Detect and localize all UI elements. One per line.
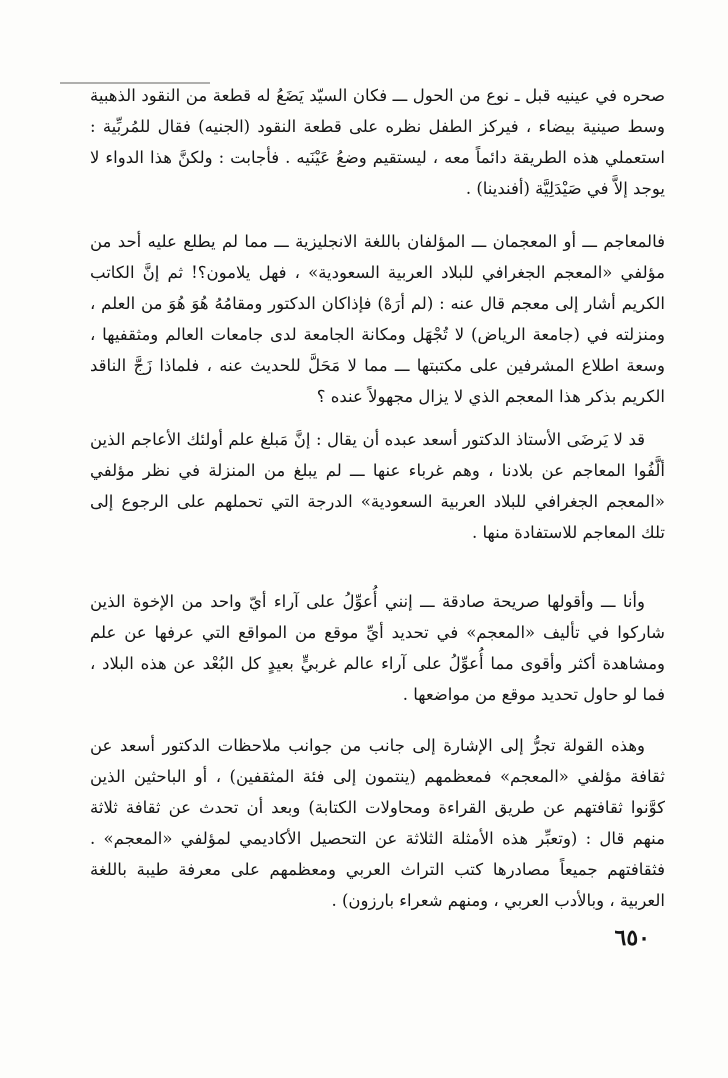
paragraph-4: وأنا ـــ وأقولها صريحة صادقة ـــ إنني أُعوِّلُ على آراء أيّ واحد من الإخوة الذين شاركوا في تأليف «المعجم» في تحديد أيِّ موقع من المواقع التي عرفها عن علم ومشاهدة أكثر وأقوى مما أُعوِّلُ على آراء عالم غربيٍّ بعيدٍ كل البُعْد عن هذه البلاد ، فما لو حاول تحديد موقع من مواضعها .	[90, 592, 665, 704]
paragraph-5: وهذه القولة تجرُّ إلى الإشارة إلى جانب من جوانب ملاحظات الدكتور أسعد عن ثقافة مؤلفي «المعجم» فمعظمهم (ينتمون إلى فئة المثقفين) ، أو الباحثين الذين كوَّنوا ثقافتهم عن طريق القراءة ومحاولات الكتابة) وبعد أن تحدث عن ثقافة ثلاثة منهم قال : (وتعبِّر هذه الأمثلة الثلاثة عن التحصيل الأكاديمي لمؤلفي «المعجم» . فثقافتهم جميعاً مصادرها كتب التراث العربي ومعظمهم على معرفة طيبة باللغة العربية ، وبالأدب العربي ، ومنهم شعراء بارزون) .	[90, 736, 665, 910]
page-number: ٦٥٠	[614, 925, 650, 951]
paragraph-1: صحره في عينيه قبل ـ نوع من الحول ـــ فكان السيّد يَضَعُ له قطعة من النقود الذهبية وسط صينية بيضاء ، فيركز الطفل نظره على قطعة النقود (الجنيه) فقال للمُربِّية : استعملي هذه الطريقة دائماً معه ، ليستقيم وضعُ عَيْنَيه . فأجابت : ولكنَّ هذا الدواء لا يوجد إلاَّ في صَيْدَلِيَّة (أفندينا) .	[90, 86, 665, 198]
paragraph-2: فالمعاجم ـــ أو المعجمان ـــ المؤلفان باللغة الانجليزية ـــ مما لم يطلع عليه أحد من مؤلفي «المعجم الجغرافي للبلاد العربية السعودية» ، فهل يلامون؟! ثم إنَّ الكاتب الكريم أشار إلى معجم قال عنه : (لم أرَهْ) فإذاكان الدكتور ومقامُهُ هُوَ هُوَ من العلم ، ومنزلته في (جامعة الرياض) لا تُجْهَل ومكانة الجامعة لدى جامعات العالم ومثقفيها ، وسعة اطلاع المشرفين على مكتبتها ـــ مما لا مَحَلَّ للحديث عنه ، فلماذا زَجَّ الناقد الكريم بذكر هذا المعجم الذي لا يزال مجهولاً عنده ؟	[90, 232, 665, 406]
paragraph-3: قد لا يَرضَى الأستاذ الدكتور أسعد عبده أن يقال : إنَّ مَبلغ علم أولئك الأعاجم الذين ألَّفُوا المعاجم عن بلادنا ، وهم غرباء عنها ـــ لم يبلغ من المنزلة في نظر مؤلفي «المعجم الجغرافي للبلاد العربية السعودية» الدرجة التي تحملهم على الرجوع إلى تلك المعاجم للاستفادة منها .	[90, 430, 665, 542]
